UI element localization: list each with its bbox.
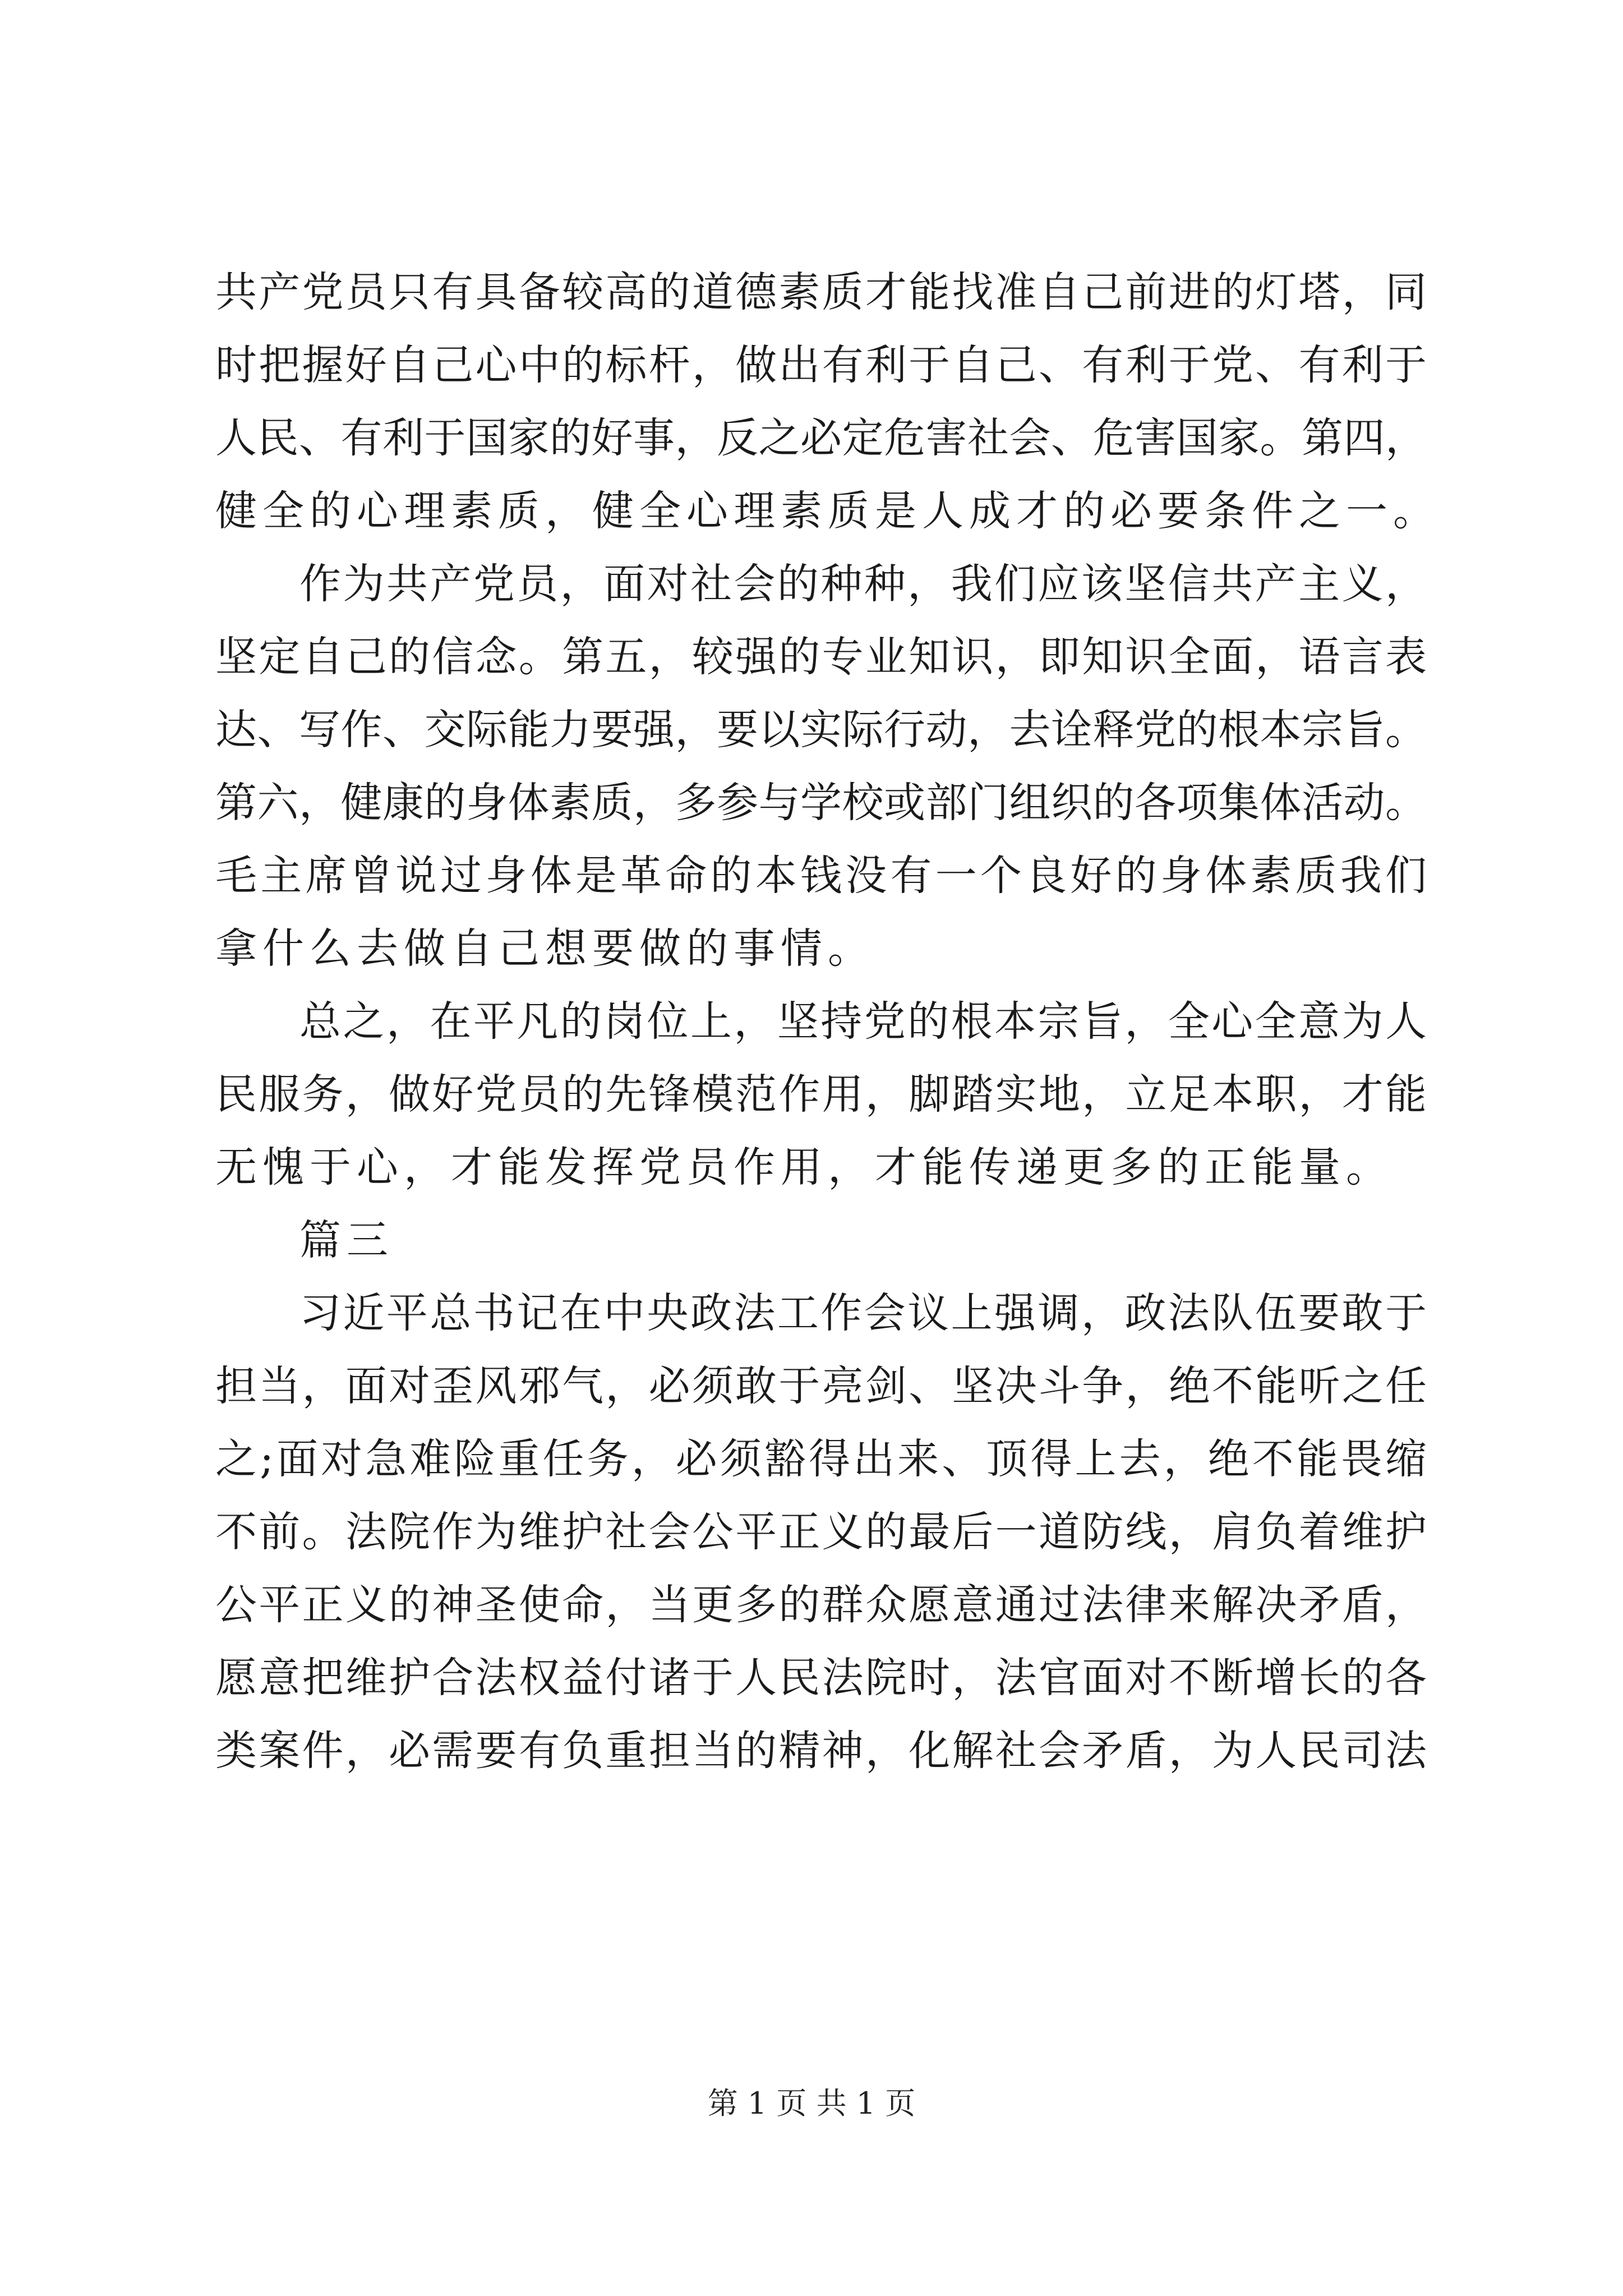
text-line: 人民、有利于国家的好事，反之必定危害社会、危害国家。第四， [215, 414, 1427, 462]
text-line: 公平正义的神圣使命，当更多的群众愿意通过法律来解决矛盾， [215, 1581, 1427, 1629]
text-line: 民服务，做好党员的先锋模范作用，脚踏实地，立足本职，才能 [215, 1070, 1427, 1119]
text-line: 达、写作、交际能力要强，要以实际行动，去诠释党的根本宗旨。 [215, 706, 1427, 754]
text-line: 类案件，必需要有负重担当的精神，化解社会矛盾，为人民司法 [215, 1727, 1427, 1775]
page-footer: 第 1 页 共 1 页 [707, 2086, 916, 2121]
text-line: 愿意把维护合法权益付诸于人民法院时，法官面对不断增长的各 [215, 1654, 1427, 1702]
text-line: 第六，健康的身体素质，多参与学校或部门组织的各项集体活动。 [215, 779, 1427, 827]
text-line: 不前。法院作为维护社会公平正义的最后一道防线，肩负着维护 [215, 1508, 1427, 1556]
text-line: 共产党员只有具备较高的道德素质才能找准自己前进的灯塔，同 [215, 268, 1427, 316]
text-line: 担当，面对歪风邪气，必须敢于亮剑、坚决斗争，绝不能听之任 [215, 1362, 1427, 1410]
text-line: 拿什么去做自己想要做的事情。 [215, 924, 875, 973]
text-line: 习近平总书记在中央政法工作会议上强调，政法队伍要敢于 [299, 1289, 1427, 1337]
text-line: 之;面对急难险重任务，必须豁得出来、顶得上去，绝不能畏缩 [215, 1435, 1427, 1483]
text-line: 时把握好自己心中的标杆，做出有利于自己、有利于党、有利于 [215, 341, 1427, 389]
text-line: 健全的心理素质，健全心理素质是人成才的必要条件之一。 [215, 487, 1440, 535]
text-line: 总之，在平凡的岗位上，坚持党的根本宗旨，全心全意为人 [299, 997, 1427, 1046]
document-body [215, 256, 1440, 1787]
section-heading: 篇三 [299, 1216, 394, 1264]
text-line: 作为共产党员，面对社会的种种，我们应该坚信共产主义， [299, 560, 1427, 608]
text-line: 毛主席曾说过身体是革命的本钱没有一个良好的身体素质我们 [215, 852, 1427, 900]
text-line: 无愧于心，才能发挥党员作用，才能传递更多的正能量。 [215, 1143, 1393, 1191]
text-line: 坚定自己的信念。第五，较强的专业知识，即知识全面，语言表 [215, 633, 1427, 681]
